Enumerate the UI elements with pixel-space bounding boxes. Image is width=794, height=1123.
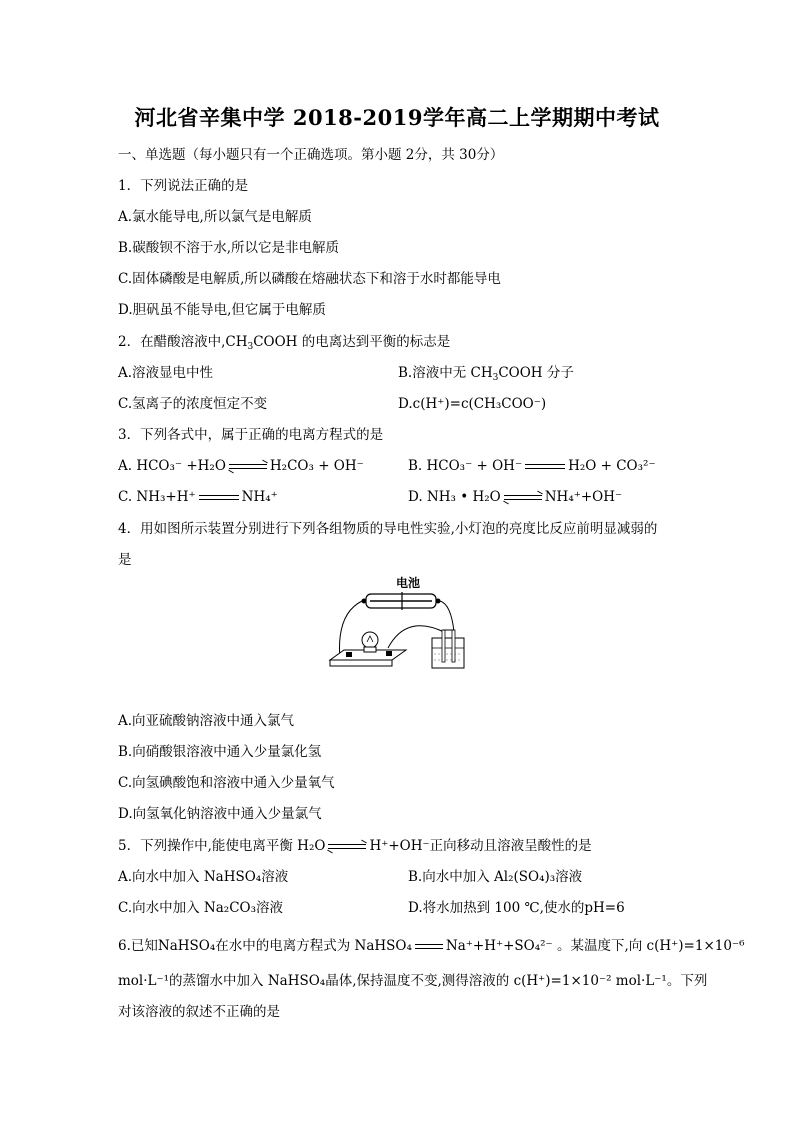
- q1-stem: 1．下列说法正确的是: [118, 178, 249, 194]
- q6-line1-part-a: 6.已知NaHSO₄在水中的电离方程式为 NaHSO₄: [118, 938, 412, 954]
- q2-option-c: C.氢离子的浓度恒定不变: [118, 396, 268, 412]
- q1-option-b: B.碳酸钡不溶于水,所以它是非电解质: [118, 240, 340, 256]
- q5-stem-right: H⁺+OH⁻正向移动且溶液呈酸性的是: [369, 838, 592, 854]
- q4-option-a: A.向亚硫酸钠溶液中通入氯气: [118, 713, 295, 729]
- q5-option-a: A.向水中加入 NaHSO₄溶液: [118, 869, 289, 885]
- q1-option-a: A.氯水能导电,所以氯气是电解质: [118, 209, 312, 225]
- equilibrium-arrow-icon: [504, 494, 542, 502]
- q1-option-d: D.胆矾虽不能导电,但它属于电解质: [118, 302, 326, 318]
- q4-option-c: C.向氢碘酸饱和溶液中通入少量氧气: [118, 775, 335, 791]
- q1-option-c: C.固体磷酸是电解质,所以磷酸在熔融状态下和溶于水时都能导电: [118, 271, 501, 287]
- equals-sign-icon: [415, 943, 443, 951]
- q4-stem-line1: 4．用如图所示装置分别进行下列各组物质的导电性实验,小灯泡的亮度比反应前明显减弱的: [118, 521, 658, 537]
- q4-stem-line2: 是: [118, 552, 132, 568]
- q2-option-b: B.溶液中无 $CH_3COOH$ 分子: [398, 365, 574, 383]
- circuit-diagram-icon: [326, 574, 476, 672]
- light-bulb-icon: [362, 632, 378, 648]
- q2-stem: 2．在醋酸溶液中$,CH_3COOH$ 的电离达到平衡的标志是: [118, 334, 451, 352]
- q4-option-b: B.向硝酸银溶液中通入少量氯化氢: [118, 744, 322, 760]
- q3-a-left: A. HCO₃⁻ +H₂O: [118, 458, 226, 474]
- q3-c-right: NH₄⁺: [241, 489, 278, 505]
- q6-line1-part-b: Na⁺+H⁺+SO₄²⁻ 。某温度下,向 c(H⁺)=1×10⁻⁶: [445, 938, 745, 954]
- equilibrium-arrow-icon: [229, 463, 267, 471]
- equals-sign-icon: [199, 494, 239, 502]
- equals-sign-icon: [525, 463, 565, 471]
- q3-b-left: B. HCO₃⁻ + OH⁻: [408, 458, 523, 474]
- q3-option-a: [118, 457, 364, 475]
- q6-stem-line2: mol·L⁻¹的蒸馏水中加入 NaHSO₄晶体,保持温度不变,测得溶液的 c(H⁺)=1×10⁻² mol·L⁻¹。下列: [118, 973, 708, 989]
- page-title: 河北省辛集中学 2018-2019学年高二上学期期中考试: [134, 105, 660, 130]
- q2-stem-part-a: 2．在醋酸溶液中,CH: [118, 334, 248, 350]
- q2-option-b-part-b: COOH 分子: [498, 365, 574, 381]
- q3-c-left: C. NH₃+H⁺: [118, 489, 196, 505]
- q3-d-left: D. NH₃ • H₂O: [408, 489, 501, 505]
- q5-stem: [118, 837, 592, 855]
- q4-option-d: D.向氢氧化钠溶液中通入少量氯气: [118, 806, 322, 822]
- q3-a-right: H₂CO₃ + OH⁻: [269, 458, 364, 474]
- q2-option-a: A.溶液显电中性: [118, 365, 214, 381]
- q3-option-c: [118, 488, 278, 506]
- q6-stem-line1: [118, 937, 744, 955]
- q5-option-b: B.向水中加入 Al₂(SO₄)₃溶液: [408, 869, 583, 885]
- beaker-icon: [432, 638, 464, 668]
- conductivity-apparatus-figure: [326, 574, 476, 672]
- q2-option-b-part-a: B.溶液中无 CH: [398, 365, 493, 381]
- q3-option-d: [408, 488, 622, 506]
- q2-option-d: D.c(H⁺)=c(CH₃COO⁻): [398, 396, 547, 412]
- q3-d-right: NH₄⁺+OH⁻: [544, 489, 623, 505]
- q6-stem-line3: 对该溶液的叙述不正确的是: [118, 1004, 280, 1020]
- section-heading: 一、单选题（每小题只有一个正确选项。第小题 2分，共 30分）: [118, 147, 504, 163]
- q3-stem: 3．下列各式中，属于正确的电离方程式的是: [118, 427, 384, 443]
- q5-stem-left: 5．下列操作中,能使电离平衡 H₂O: [118, 838, 326, 854]
- q3-option-b: [408, 457, 656, 475]
- q2-stem-part-b: COOH 的电离达到平衡的标志是: [253, 334, 451, 350]
- equilibrium-arrow-icon: [328, 843, 366, 851]
- q5-option-c: C.向水中加入 Na₂CO₃溶液: [118, 900, 284, 916]
- q5-option-d: D.将水加热到 100 ℃,使水的pH=6: [408, 900, 625, 916]
- battery-label: 电池: [396, 576, 421, 590]
- q3-b-right: H₂O + CO₃²⁻: [568, 458, 656, 474]
